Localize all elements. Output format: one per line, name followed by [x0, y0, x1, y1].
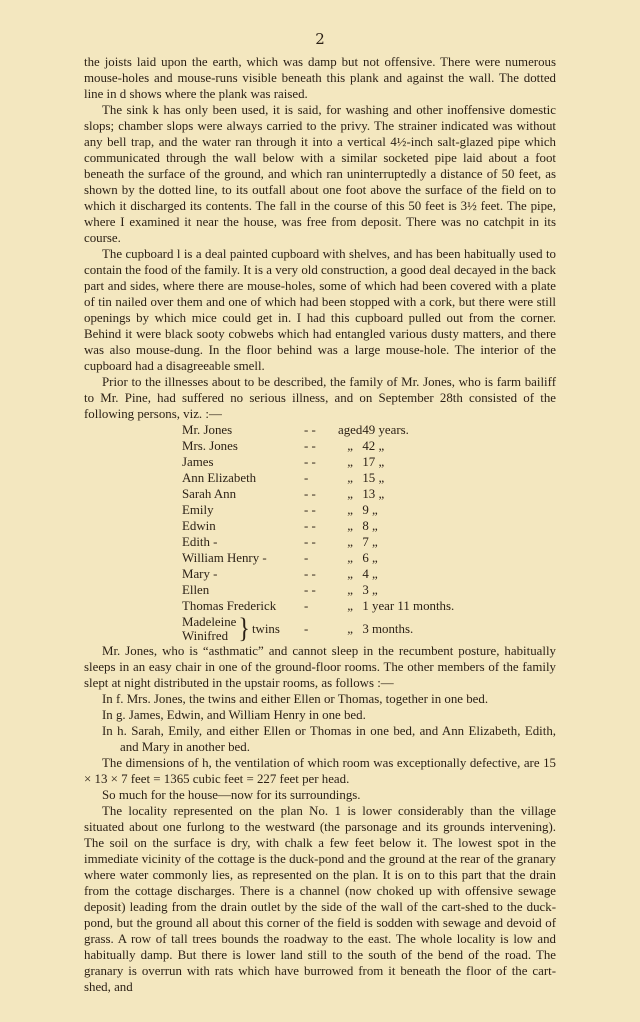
- twins-entry: [182, 615, 280, 643]
- paragraph: The locality represented on the plan No. 1 is lower considerably than the village situated about one furlong to the westward (the parsonage and its grounds intervening). The soil on the surface is dry, with chalk a few feet below it. The lowest spot in the immediate vicinity of the cottage is the duck-pond and the ground at the rear of the granary where water commonly lies, as represented on the plan. It is on to this part that the drain from the cottage discharges. There is a channel (now choked up with offensive sewage deposit) leading from the drain outlet by the side of the wall of the cart-shed to the duck-pond, but the ground all about this corner of the field is sodden with sewage and devoid of grass. A row of tall trees bounds the roadway to the east. The whole locality is low and habitually damp. But there is lower land still to the south of the bend of the road. The granary is overrun with rats which have burrowed from it beneath the floor of the cart-shed, and: [84, 804, 556, 994]
- table-row: [182, 614, 454, 643]
- dash: - -: [304, 503, 316, 517]
- family-name: Sarah Ann: [182, 487, 237, 501]
- paragraph: The dimensions of h, the ventilation of which room was exceptionally defective, are 15 × 13 × 7 feet = 1365 cubic feet = 227 feet per head.: [84, 756, 556, 786]
- family-name: Edwin: [182, 519, 216, 533]
- table-row: [182, 502, 454, 518]
- ditto: „: [347, 583, 354, 597]
- dash: -: [304, 599, 309, 613]
- family-name: James: [182, 455, 214, 469]
- paragraph: the joists laid upon the earth, which was damp but not offensive. There were numerous mouse-holes and mouse-runs visible beneath this plank and against the wall. The dotted line in d shows where the plank was raised.: [84, 55, 556, 101]
- family-name: William Henry -: [182, 551, 267, 565]
- table-row: [182, 438, 454, 454]
- ditto: „: [347, 471, 354, 485]
- paragraph: The cupboard l is a deal painted cupboard with shelves, and has been habitually used to contain the food of the family. It is a very old construction, a good deal decayed in the back part and sides, where there are mouse-holes, some of which had been covered with a plate of tin nailed over them and one of which had been stopped with a cork, but there were still openings by which mice could get in. I had this cupboard pulled out from the corner. Behind it were black sooty cobwebs which had entangled various dusty matters, and there was also mouse-dung. In the floor behind was a large mouse-hole. The interior of the cupboard had a disagreeable smell.: [84, 247, 556, 373]
- age: 7 „: [362, 535, 378, 549]
- ditto: „: [347, 551, 354, 565]
- age: 13 „: [362, 487, 385, 501]
- table-row: [182, 422, 454, 438]
- table-row: [182, 598, 454, 614]
- twin-name: Winifred: [182, 629, 229, 643]
- age: 3 months.: [362, 621, 414, 636]
- table-row: [182, 470, 454, 486]
- body-text: [84, 54, 556, 995]
- brace: }: [238, 613, 250, 645]
- room-entry: In h. Sarah, Emily, and either Ellen or Thomas in one bed, and Ann Elizabeth, Edith, and Mary in another bed.: [102, 724, 556, 754]
- dash: -: [304, 471, 309, 485]
- family-name: Emily: [182, 503, 214, 517]
- ditto: „: [347, 519, 354, 533]
- ditto: „: [347, 599, 354, 613]
- age: 42 „: [362, 439, 385, 453]
- age: 4 „: [362, 567, 378, 581]
- table-row: [182, 550, 454, 566]
- family-name: Mary -: [182, 567, 218, 581]
- family-name: Mr. Jones: [182, 423, 233, 437]
- ditto: „: [347, 487, 354, 501]
- room-entry: In g. James, Edwin, and William Henry in one bed.: [102, 708, 366, 722]
- table-row: [182, 486, 454, 502]
- dash: -: [304, 621, 309, 636]
- ditto: „: [347, 535, 354, 549]
- twins-label: twins: [251, 622, 280, 636]
- table-row: [182, 534, 454, 550]
- family-name: Ann Elizabeth: [182, 471, 257, 485]
- paragraph: Prior to the illnesses about to be described, the family of Mr. Jones, who is farm bailiff to Mr. Pine, had suffered no serious illness, and on September 28th consisted of the following persons, viz. :—: [84, 375, 556, 421]
- family-table: [182, 422, 454, 643]
- dash: - -: [304, 455, 316, 469]
- ditto: „: [347, 503, 354, 517]
- table-row: [182, 566, 454, 582]
- ditto: „: [347, 567, 354, 581]
- dash: - -: [304, 535, 316, 549]
- age: 3 „: [362, 583, 378, 597]
- paragraph: The sink k has only been used, it is said, for washing and other inoffensive domestic slops; chamber slops were always carried to the privy. The strainer indicated was without any bell trap, and the water ran through it into a vertical 4½-inch salt-glazed pipe which communicated through the wall below with a similar socketed pipe laid about a foot beneath the surface of the ground, and which ran uninterruptedly a distance of 50 feet, as shown by the dotted line, to its outfall about one foot above the surface of the field on to which it discharged its contents. The fall in the course of this 50 feet is 3½ feet. The pipe, where I examined it near the house, was free from deposit. There was no catchpit in its course.: [84, 103, 556, 245]
- room-entry: In f. Mrs. Jones, the twins and either Ellen or Thomas, together in one bed.: [102, 692, 489, 706]
- dash: -: [304, 551, 309, 565]
- dash: - -: [304, 423, 316, 437]
- table-row: [182, 582, 454, 598]
- table-row: [182, 454, 454, 470]
- ditto: aged: [338, 423, 363, 437]
- dash: - -: [304, 583, 316, 597]
- ditto: „: [347, 455, 354, 469]
- paragraph: So much for the house—now for its surroundings.: [102, 788, 361, 802]
- family-name: Edith -: [182, 535, 218, 549]
- age: 15 „: [362, 471, 385, 485]
- age: 49 years.: [362, 423, 409, 437]
- age: 17 „: [362, 455, 385, 469]
- dash: - -: [304, 439, 316, 453]
- age: 1 year 11 months.: [362, 599, 455, 613]
- twin-name: Madeleine: [182, 615, 237, 629]
- dash: - -: [304, 519, 316, 533]
- family-name: Thomas Frederick: [182, 599, 277, 613]
- ditto: „: [347, 621, 354, 636]
- dash: - -: [304, 567, 316, 581]
- family-name: Ellen: [182, 583, 210, 597]
- page-number: 2: [315, 30, 325, 48]
- paragraph: Mr. Jones, who is “asthmatic” and cannot sleep in the recumbent posture, habitually sleeps in an easy chair in one of the ground-floor rooms. The other members of the family slept at night distributed in the upstair rooms, as follows :—: [84, 644, 556, 690]
- dash: - -: [304, 487, 316, 501]
- age: 8 „: [362, 519, 378, 533]
- age: 6 „: [362, 551, 378, 565]
- family-name: Mrs. Jones: [182, 439, 238, 453]
- table-row: [182, 518, 454, 534]
- age: 9 „: [362, 503, 378, 517]
- ditto: „: [347, 439, 354, 453]
